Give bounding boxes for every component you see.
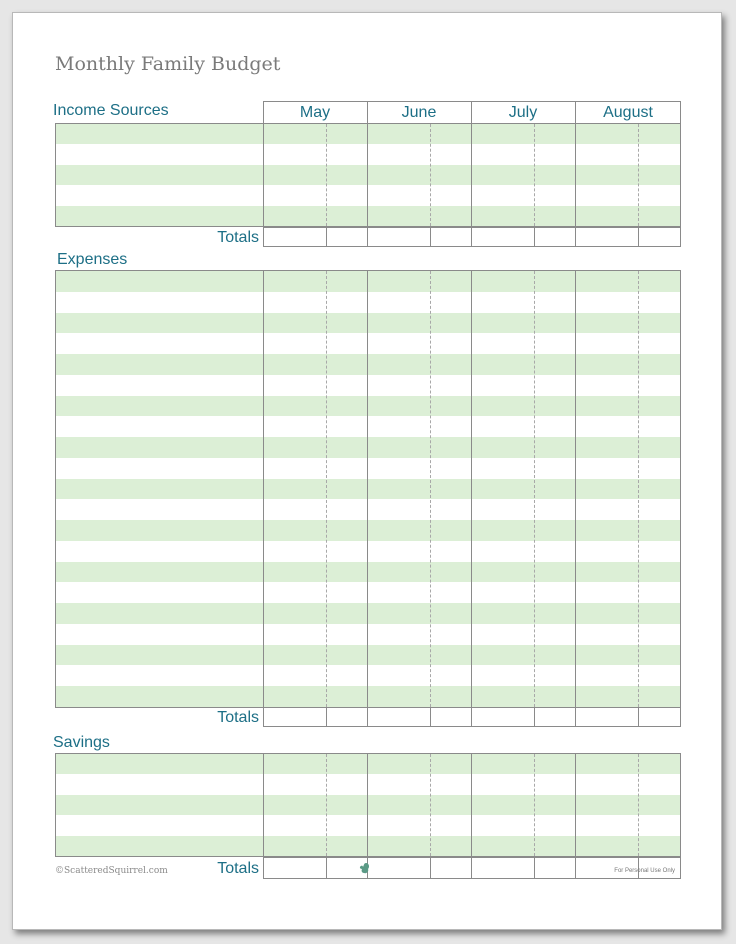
cents-column-line — [326, 754, 327, 856]
cents-column-line — [430, 271, 431, 707]
month-column-line — [367, 124, 368, 226]
month-column-line — [575, 708, 576, 726]
squirrel-icon — [357, 861, 371, 875]
income-totals-row[interactable] — [263, 227, 681, 247]
row-stripe — [56, 645, 680, 666]
month-column-line — [263, 124, 264, 226]
cents-column-line — [534, 858, 535, 878]
month-column-line — [471, 228, 472, 246]
month-column-line — [263, 754, 264, 856]
row-stripe — [56, 165, 680, 185]
row-stripe — [56, 562, 680, 583]
row-stripe — [56, 313, 680, 334]
cents-column-line — [638, 271, 639, 707]
expenses-grid[interactable] — [55, 270, 681, 708]
cents-column-line — [430, 708, 431, 726]
month-column-line — [367, 228, 368, 246]
cents-column-line — [638, 124, 639, 226]
month-column-line — [471, 271, 472, 707]
month-column-line — [471, 754, 472, 856]
cents-column-line — [430, 124, 431, 226]
footer-copyright: ©ScatteredSquirrel.com — [55, 866, 168, 876]
cents-column-line — [534, 228, 535, 246]
row-stripe — [56, 396, 680, 417]
income-totals-label: Totals — [217, 229, 259, 246]
row-stripe — [56, 271, 680, 292]
cents-column-line — [326, 228, 327, 246]
footer-note: For Personal Use Only — [614, 868, 675, 874]
month-column-line — [367, 754, 368, 856]
cents-column-line — [430, 754, 431, 856]
savings-totals-label: Totals — [217, 860, 259, 877]
row-stripe — [56, 124, 680, 144]
month-may: May — [299, 104, 331, 121]
row-stripe — [56, 520, 680, 541]
row-stripe — [56, 686, 680, 707]
cents-column-line — [638, 708, 639, 726]
expenses-label: Expenses — [57, 251, 128, 268]
cents-column-line — [326, 708, 327, 726]
row-stripe — [56, 836, 680, 856]
month-column-line — [575, 754, 576, 856]
cents-column-line — [638, 228, 639, 246]
month-column-line — [575, 124, 576, 226]
income-grid[interactable] — [55, 123, 681, 227]
month-august: August — [603, 104, 653, 121]
month-column-line — [575, 858, 576, 878]
cents-column-line — [430, 228, 431, 246]
cents-column-line — [326, 271, 327, 707]
page-title: Monthly Family Budget — [55, 53, 281, 75]
month-column-line — [367, 708, 368, 726]
cents-column-line — [534, 271, 535, 707]
month-column-line — [471, 858, 472, 878]
month-column-line — [471, 708, 472, 726]
cents-column-line — [638, 754, 639, 856]
row-stripe — [56, 795, 680, 815]
row-stripe — [56, 754, 680, 774]
month-july: July — [508, 104, 538, 121]
cents-column-line — [326, 124, 327, 226]
month-column-line — [471, 124, 472, 226]
month-column-line — [575, 271, 576, 707]
row-stripe — [56, 603, 680, 624]
savings-label: Savings — [53, 734, 110, 751]
cents-column-line — [534, 754, 535, 856]
row-stripe — [56, 437, 680, 458]
income-sources-label: Income Sources — [53, 102, 169, 119]
month-june: June — [401, 104, 437, 121]
month-column-line — [263, 271, 264, 707]
cents-column-line — [534, 708, 535, 726]
budget-page — [12, 12, 722, 930]
expenses-totals-label: Totals — [217, 709, 259, 726]
month-column-line — [575, 228, 576, 246]
cents-column-line — [430, 858, 431, 878]
row-stripe — [56, 354, 680, 375]
month-column-line — [367, 271, 368, 707]
row-stripe — [56, 479, 680, 500]
row-stripe — [56, 206, 680, 226]
expenses-totals-row[interactable] — [263, 707, 681, 727]
cents-column-line — [326, 858, 327, 878]
savings-grid[interactable] — [55, 753, 681, 857]
cents-column-line — [534, 124, 535, 226]
